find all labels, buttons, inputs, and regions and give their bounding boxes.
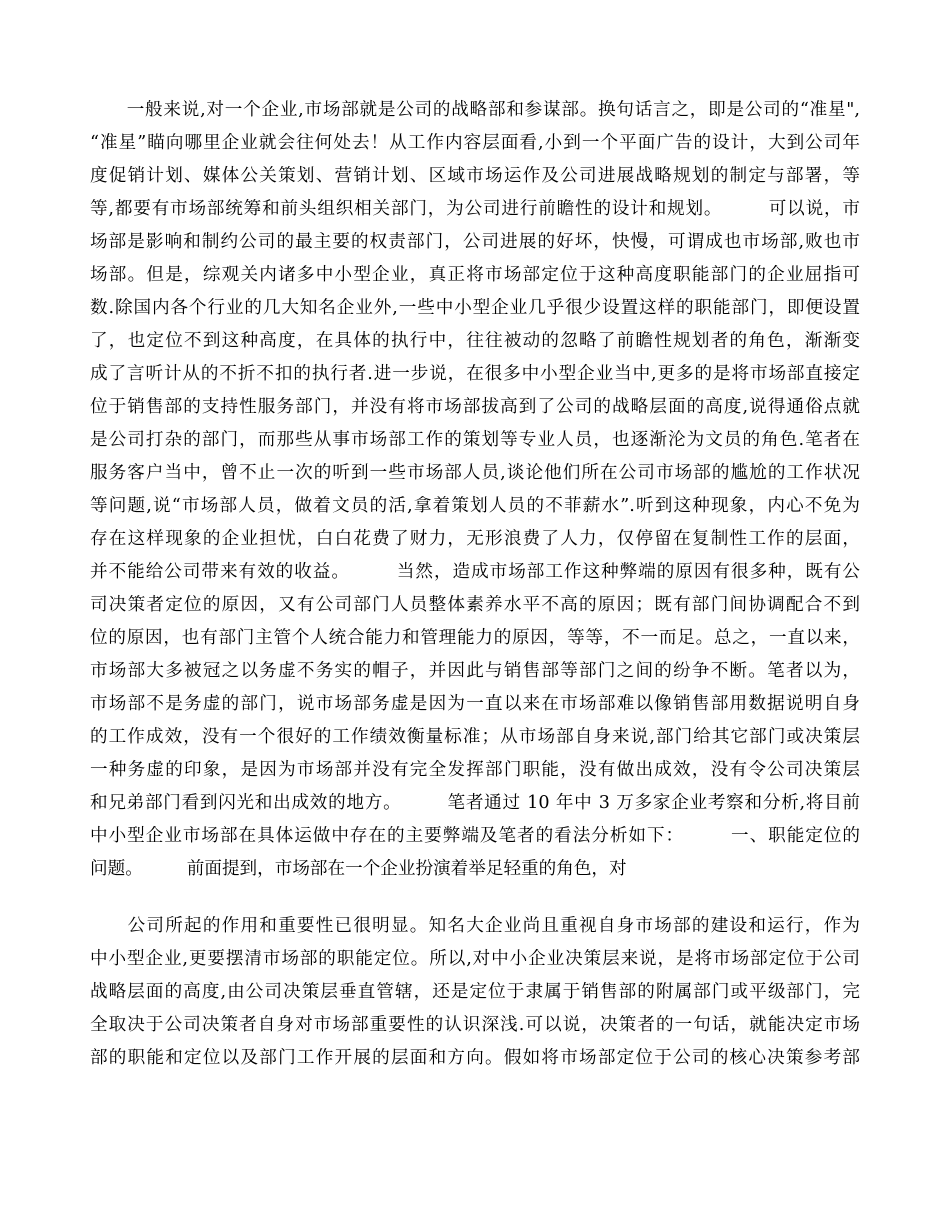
text-line: 问题。 前面提到，市场部在一个企业扮演着举足轻重的角色，对 [90, 859, 627, 879]
text-line: 是公司打杂的部门，而那些从事市场部工作的策划等专业人员，也逐渐沦为文员的角色.笔者在 [90, 430, 860, 450]
text-line: 中小型企业市场部在具体运做中存在的主要弊端及笔者的看法分析如下： 一、职能定位的 [90, 826, 860, 846]
text-line: 全取决于公司决策者自身对市场部重要性的认识深浅.可以说，决策者的一句话，就能决定市场 [90, 1015, 860, 1035]
text-line: 中小型企业,更要摆清市场部的职能定位。所以,对中小企业决策层来说，是将市场部定位于公司 [90, 949, 860, 969]
text-line: 市场部不是务虚的部门，说市场部务虚是因为一直以来在市场部难以像销售部用数据说明自身 [90, 694, 860, 714]
text-line: 场部。但是，综观关内诸多中小型企业，真正将市场部定位于这种高度职能部门的企业屈指可 [90, 265, 860, 285]
text-line: 和兄弟部门看到闪光和出成效的地方。 笔者通过 10 年中 3 万多家企业考察和分析,将目前 [90, 793, 860, 813]
text-line: 存在这样现象的企业担忧，白白花费了财力，无形浪费了人力，仅停留在复制性工作的层面， [90, 529, 860, 549]
text-line: 服务客户当中，曾不止一次的听到一些市场部人员,谈论他们所在公司市场部的尴尬的工作状况 [90, 463, 860, 483]
text-line: 位的原因，也有部门主管个人统合能力和管理能力的原因，等等，不一而足。总之，一直以来， [90, 628, 860, 648]
text-line: 部的职能和定位以及部门工作开展的层面和方向。假如将市场部定位于公司的核心决策参考部 [90, 1048, 860, 1068]
text-line: “准星”瞄向哪里企业就会往何处去！从工作内容层面看,小到一个平面广告的设计，大到公司年 [90, 133, 860, 153]
text-line: 公司所起的作用和重要性已很明显。知名大企业尚且重视自身市场部的建设和运行，作为 [90, 916, 860, 936]
text-line: 市场部大多被冠之以务虚不务实的帽子，并因此与销售部等部门之间的纷争不断。笔者以为， [90, 661, 860, 681]
text-line: 了，也定位不到这种高度，在具体的执行中，往往被动的忽略了前瞻性规划者的角色，渐渐变 [90, 331, 860, 351]
text-line: 一种务虚的印象，是因为市场部并没有完全发挥部门职能，没有做出成效，没有令公司决策层 [90, 760, 860, 780]
text-line: 数.除国内各个行业的几大知名企业外,一些中小型企业几乎很少设置这样的职能部门，即便设置 [90, 298, 860, 318]
text-line: 司决策者定位的原因，又有公司部门人员整体素养水平不高的原因；既有部门间协调配合不到 [90, 595, 860, 615]
text-line: 成了言听计从的不折不扣的执行者.进一步说，在很多中小型企业当中,更多的是将市场部直接定 [90, 364, 860, 384]
text-line: 度促销计划、媒体公关策划、营销计划、区域市场运作及公司进展战略规划的制定与部署，等 [90, 166, 860, 186]
text-line: 等问题,说“市场部人员，做着文员的活,拿着策划人员的不菲薪水”.听到这种现象，内心不免为 [90, 496, 860, 516]
text-line: 场部是影响和制约公司的最主要的权责部门，公司进展的好坏，快慢，可谓成也市场部,败也市 [90, 232, 860, 252]
text-line: 等,都要有市场部统筹和前头组织相关部门，为公司进行前瞻性的设计和规划。 可以说，市 [90, 199, 860, 219]
text-line: 位于销售部的支持性服务部门，并没有将市场部拔高到了公司的战略层面的高度,说得通俗点就 [90, 397, 860, 417]
text-line: 的工作成效，没有一个很好的工作绩效衡量标准；从市场部自身来说,部门给其它部门或决策层 [90, 727, 860, 747]
text-line: 战略层面的高度,由公司决策层垂直管辖，还是定位于隶属于销售部的附属部门或平级部门，完 [90, 982, 860, 1002]
text-line: 一般来说,对一个企业,市场部就是公司的战略部和参谋部。换句话言之，即是公司的“准星", [90, 100, 860, 120]
text-line: 并不能给公司带来有效的收益。 当然，造成市场部工作这种弊端的原因有很多种，既有公 [90, 562, 860, 582]
